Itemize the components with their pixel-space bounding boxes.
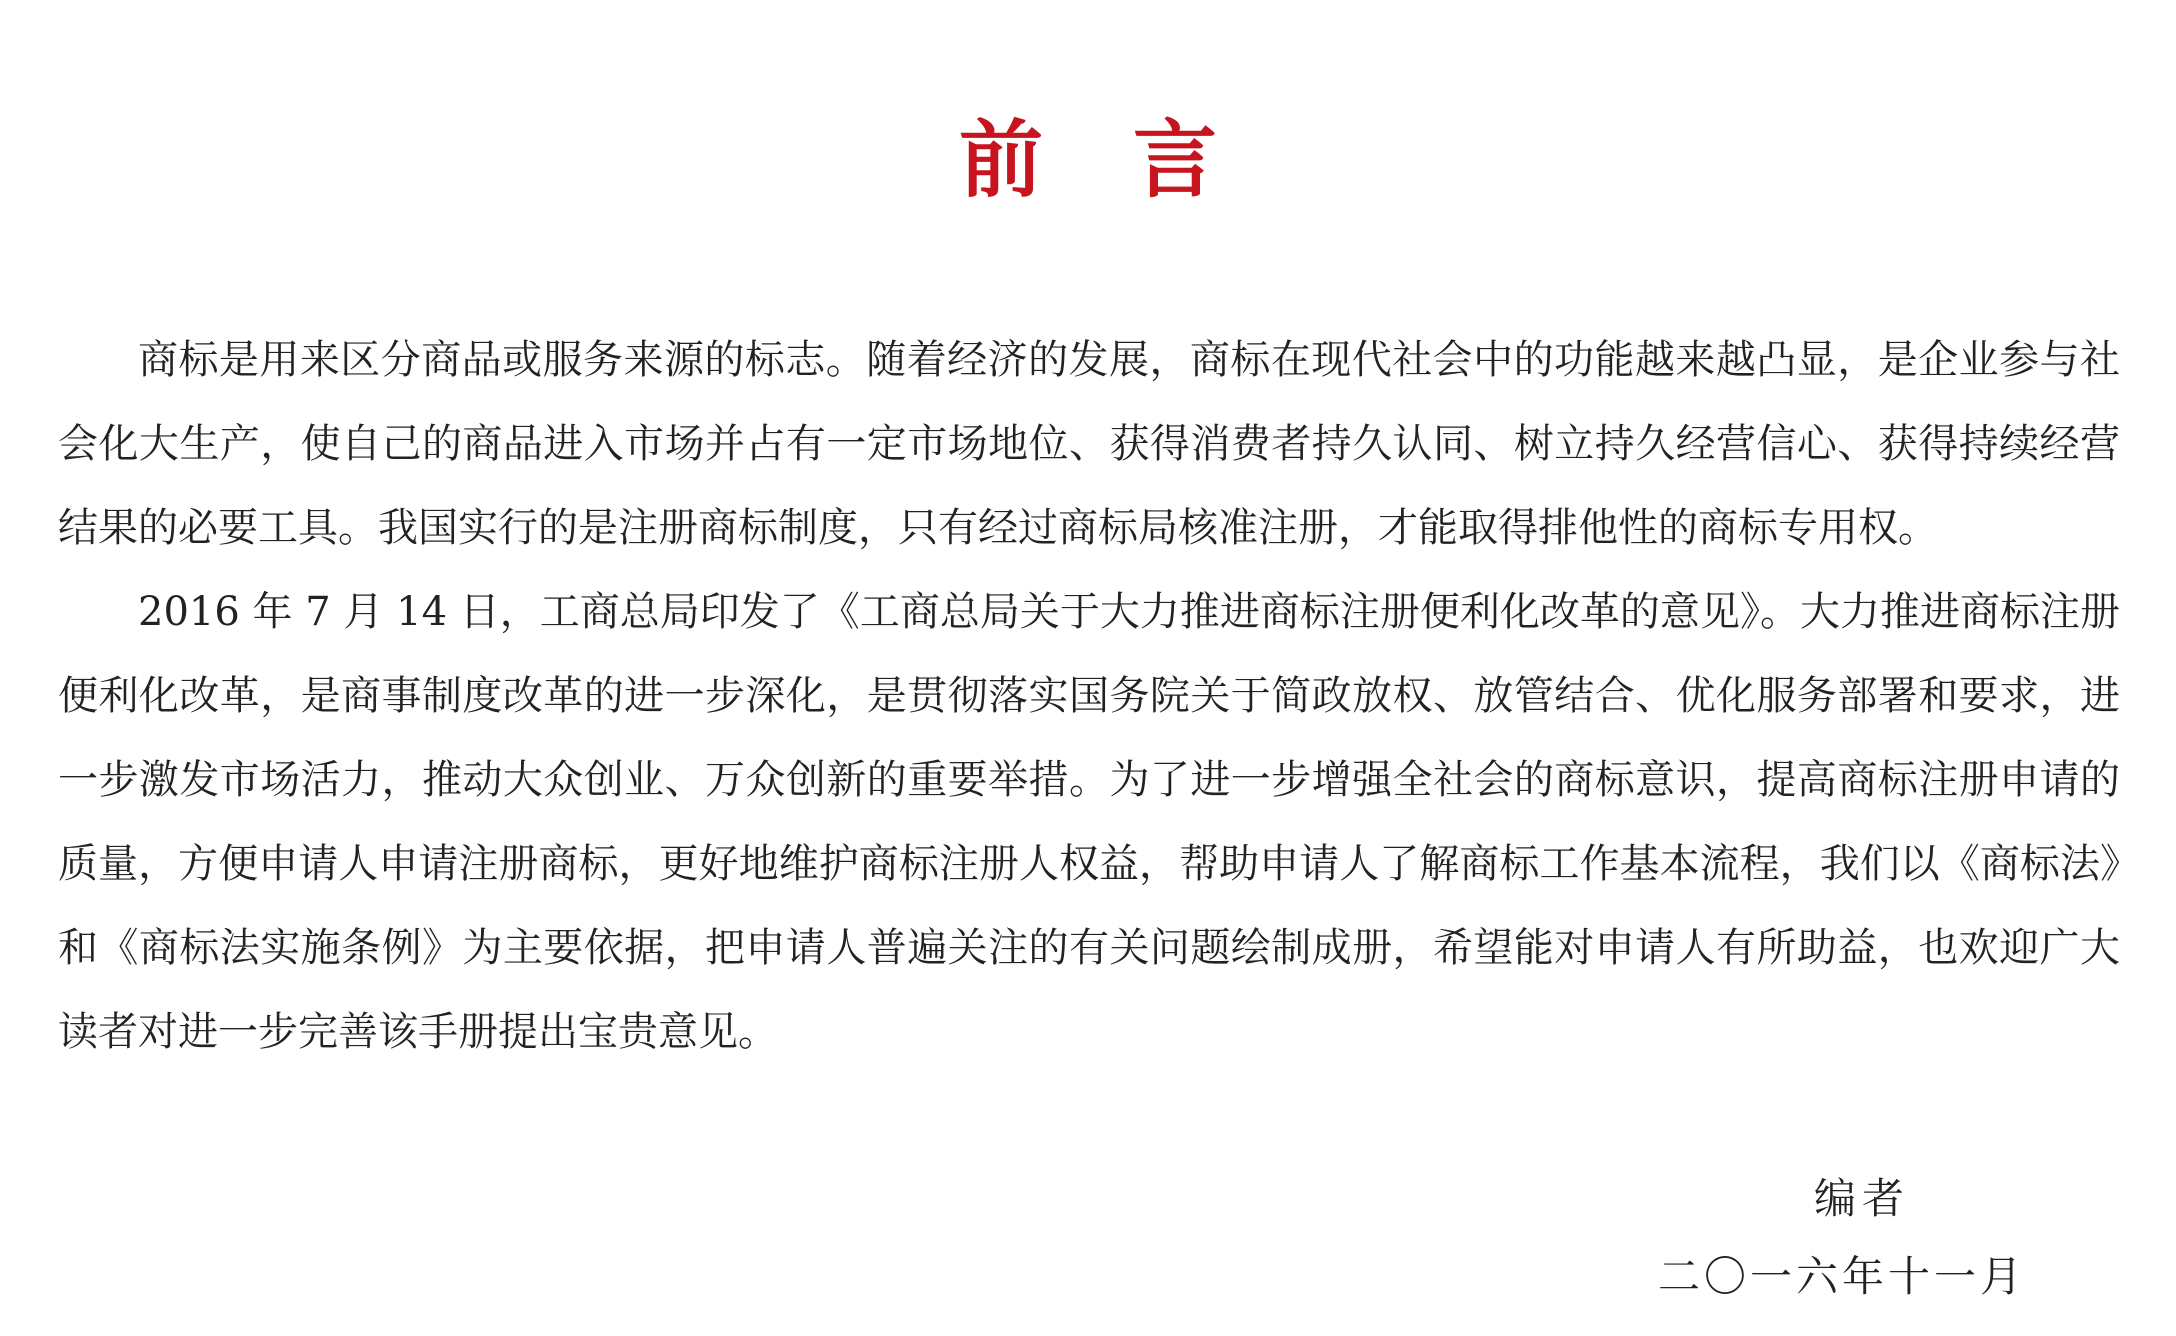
signature-date: 二〇一六年十一月 bbox=[1657, 1252, 2026, 1301]
preface-body bbox=[58, 318, 2120, 1074]
signature-block bbox=[1658, 1160, 2026, 1316]
paragraph-1: 商标是用来区分商品或服务来源的标志。随着经济的发展，商标在现代社会中的功能越来越凸显，是企业参与社会化大生产，使自己的商品进入市场并占有一定市场地位、获得消费者持久认同、树立持久经营信心、获得持续经营结果的必要工具。我国实行的是注册商标制度，只有经过商标局核准注册，才能取得排他性的商标专用权。 bbox=[58, 337, 2120, 551]
signature-author: 编者 bbox=[1813, 1174, 1910, 1223]
page-title: 前言 bbox=[958, 110, 1307, 209]
paragraph-2: 2016 年 7 月 14 日，工商总局印发了《工商总局关于大力推进商标注册便利化改革的意见》。大力推进商标注册便利化改革，是商事制度改革的进一步深化，是贯彻落实国务院关于简政放权、放管结合、优化服务部署和要求，进一步激发市场活力，推动大众创业、万众创新的重要举措。为了进一步增强全社会的商标意识，提高商标注册申请的质量，方便申请人申请注册商标，更好地维护商标注册人权益，帮助申请人了解商标工作基本流程，我们以《商标法》和《商标法实施条例》为主要依据，把申请人普遍关注的有关问题绘制成册，希望能对申请人有所助益，也欢迎广大读者对进一步完善该手册提出宝贵意见。 bbox=[58, 589, 2120, 1055]
